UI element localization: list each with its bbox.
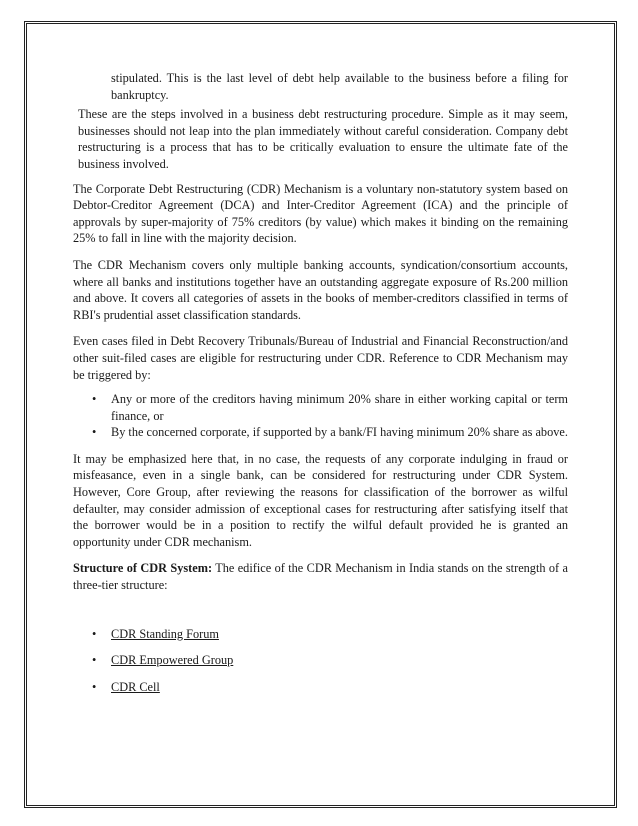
structure-bullet-list [73,626,568,696]
structure-heading: Structure of CDR System: [73,561,213,576]
list-item-text: By the concerned corporate, if supported by a bank/FI having minimum 20% share as above. [111,425,568,440]
list-item-text: Any or more of the creditors having minimum 20% share in either working capital or term finance, or [111,392,568,423]
cdr-standing-forum-link[interactable]: CDR Standing Forum [111,626,219,641]
list-item [73,424,568,441]
cdr-cell-link[interactable]: CDR Cell [111,679,160,694]
paragraph-fraud-cases: It may be emphasized here that, in no case, the requests of any corporate indulging in fraud or misfeasance, even in a single bank, can be considered for restructuring under CDR System. However, Core Group, after reviewing the reasons for classification of the borrower as wilful defaulter, may consider admission of exceptional cases for restructuring after satisfying itself that the borrower would be in a position to rectify the wilful default provided he is granted an opportunity under CDR mechanism. [73,451,568,549]
list-item [73,679,568,696]
cdr-empowered-group-link[interactable]: CDR Empowered Group [111,653,234,668]
paragraph-restructuring-steps: These are the steps involved in a business debt restructuring procedure. Simple as it may seem, businesses should not leap into the plan immediately without careful consideration. Company debt restructuring is a process that has to be critically evaluation to ensure the ultimate fate of the business involved. [78,107,568,171]
list-item [73,626,568,643]
document-body [73,70,568,705]
bullet-icon: • [92,653,97,668]
paragraph-structure [73,560,568,593]
bullet-icon: • [92,679,97,694]
list-item [73,391,568,424]
bullet-icon: • [92,392,97,407]
structure-text: The edifice of the CDR Mechanism in India stands on the strength of a three-tier structure: [73,561,568,593]
bullet-icon: • [92,626,97,641]
list-item [73,652,568,669]
paragraph-stipulated: stipulated. This is the last level of debt help available to the business before a filing for bankruptcy. [111,71,568,102]
paragraph-cdr-coverage: The CDR Mechanism covers only multiple banking accounts, syndication/consortium accounts, where all banks and institutions together have an outstanding aggregate exposure of Rs.200 million and above. It covers all categories of assets in the books of member-creditors classified in terms of RBI's prudential asset classification standards. [73,257,568,322]
paragraph-cdr-intro: The Corporate Debt Restructuring (CDR) Mechanism is a voluntary non-statutory system based on Debtor-Creditor Agreement (DCA) and Inter-Creditor Agreement (ICA) and the principle of approvals by super-majority of 75% creditors (by value) which makes it binding on the remaining 25% to fall in line with the majority decision. [73,181,568,246]
trigger-bullet-list [73,391,568,441]
bullet-icon: • [92,425,97,440]
paragraph-drt-cases: Even cases filed in Debt Recovery Tribunals/Bureau of Industrial and Financial Reconstruction/and other suit-filed cases are eligible for restructuring under CDR. Reference to CDR Mechanism may be triggered by: [73,334,568,382]
